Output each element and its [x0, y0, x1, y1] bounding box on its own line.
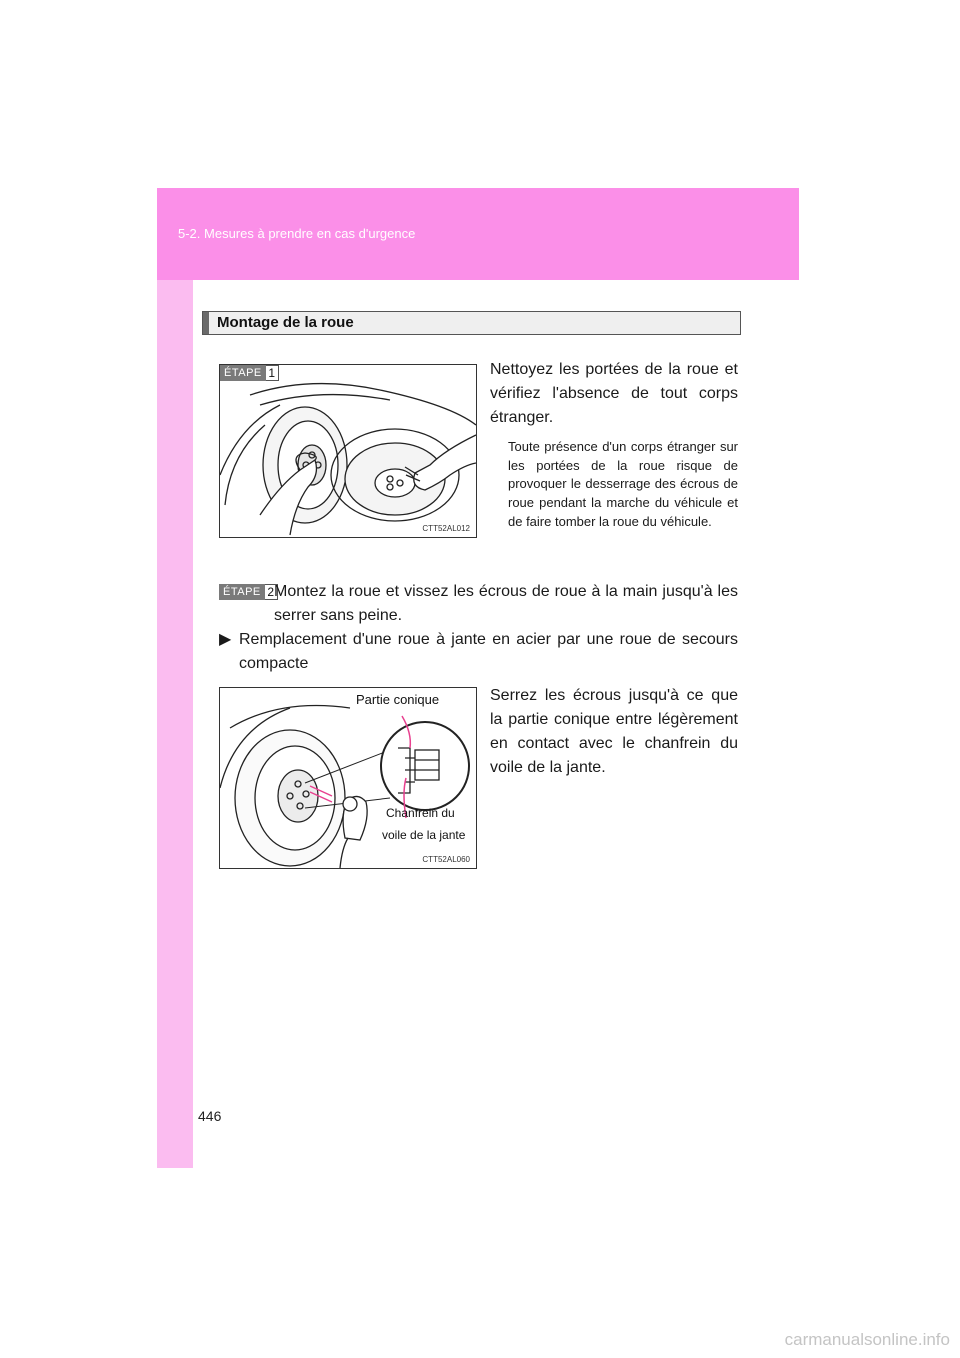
step-2-text: Montez la roue et vissez les écrous de roue à la main jusqu'à les serrer sans peine. — [274, 583, 738, 624]
figure-1-code: CTT52AL012 — [422, 524, 470, 533]
section-heading-bar — [203, 312, 209, 334]
callout-chanfrein-line-1: Chanfrein du — [386, 806, 455, 820]
step-3-text: Serrez les écrous jusqu'à ce que la partie conique entre légèrement en contact avec le chanfrein du voile de la jante. — [490, 687, 738, 776]
watermark: carmanualsonline.info — [784, 1330, 950, 1349]
page-number: 446 — [198, 1108, 222, 1124]
side-band — [157, 188, 193, 1168]
callout-partie-conique: Partie conique — [356, 692, 440, 707]
bullet-arrow-icon: ▶ — [219, 631, 232, 648]
step-1-tag — [220, 365, 279, 381]
step-2-tag — [219, 584, 278, 600]
step-1-label: ÉTAPE — [220, 365, 266, 381]
callout-chanfrein-line-2: voile de la jante — [382, 828, 466, 842]
bullet-text: Remplacement d'une roue à jante en acier par une roue de secours compacte — [239, 631, 738, 672]
step-1-note: Toute présence d'un corps étranger sur les portées de la roue risque de provoquer le desserrage des écrous de roue pendant la marche du véhicule et de faire tomber la roue du véhicule. — [508, 439, 738, 529]
step-1-text: Nettoyez les portées de la roue et vérifiez l'absence de tout corps étranger. — [490, 361, 738, 426]
step-2-label: ÉTAPE — [219, 584, 265, 600]
section-title: Montage de la roue — [217, 314, 354, 331]
section-heading — [202, 311, 741, 335]
figure-clean-wheel — [219, 364, 477, 538]
wheel-cleaning-illustration — [220, 365, 476, 537]
chapter-header: 5-2. Mesures à prendre en cas d'urgence — [178, 226, 416, 241]
figure-tighten-nuts — [219, 687, 477, 869]
step-2-number: 2 — [265, 584, 278, 600]
step-1-number: 1 — [266, 365, 279, 381]
figure-2-code: CTT52AL060 — [422, 855, 470, 864]
